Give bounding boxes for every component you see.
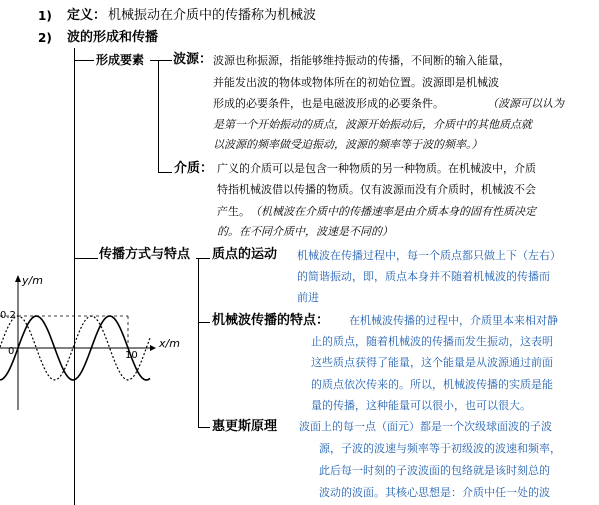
tree-propagation-line — [198, 258, 199, 428]
medium-note-start: （机械波在介质中的传播速率是由介质本身的固有性质决定 — [250, 205, 536, 218]
features-line-5: 量的传播，这种能量可以很小，也可以很大。 — [311, 399, 531, 412]
source-note-start: （波源可以认为 — [487, 97, 564, 110]
y-axis-arrow — [15, 275, 21, 282]
origin-label: 0 — [8, 346, 15, 357]
source-label: 波源： — [173, 52, 213, 67]
item2-number: 2) — [38, 31, 52, 45]
source-line-1: 波源也称振源，指能够维持振动的传播，不间断的输入能量， — [213, 54, 510, 67]
particle-line-2: 的简谐振动，即，质点本身并不随着机械波的传播而 — [297, 270, 550, 283]
tree-branch-formation — [74, 60, 94, 61]
particle-line-3: 前进 — [297, 291, 319, 304]
medium-label: 介质： — [174, 161, 214, 176]
tree-branch-propagation — [74, 258, 98, 259]
huygens-line-2: 源，子波的波速与频率等于初级波的波速和频率， — [319, 442, 561, 455]
tree-branch-huygens — [198, 427, 210, 428]
particle-motion-label: 质点的运动 — [212, 247, 278, 262]
huygens-line-4: 波动的波面。其核心思想是：介质中任一处的波 — [319, 486, 550, 499]
item1-number: 1) — [38, 9, 52, 23]
medium-note-1: 的。在不同介质中，波速是不同的） — [217, 225, 393, 238]
tree-branch-features — [198, 322, 210, 323]
y-axis-label: y/m — [22, 274, 43, 287]
y-tick-label: 0.2 — [0, 310, 16, 321]
features-line-3: 这些质点获得了能量，这个能量是从波源通过前面 — [311, 356, 553, 369]
tree-branch-medium — [158, 172, 172, 173]
medium-line-2: 特指机械波借以传播的物质。仅有波源而没有介质时，机械波不会 — [217, 183, 536, 196]
features-line-2: 止的质点，随着机械波的传播而发生振动，这表明 — [311, 335, 553, 348]
source-note-2: 以波源的频率做受迫振动，波源的频率等于波的频率。） — [213, 138, 483, 151]
huygens-line-1: 波面上的每一点（面元）都是一个次级球面波的子波 — [299, 420, 552, 433]
features-line-1: 在机械波传播的过程中，介质里本来相对静 — [349, 314, 558, 327]
item2-label: 波的形成和传播 — [67, 30, 159, 45]
tree-formation-line — [158, 60, 159, 173]
item1-label: 定义： — [67, 8, 107, 23]
source-line-2: 并能发出波的物体或物体所在的初始位置。波源即是机械波 — [213, 76, 499, 89]
huygens-label: 惠更斯原理 — [212, 419, 278, 434]
features-line-4: 的质点依次传来的。所以，机械波传播的实质是能 — [311, 378, 553, 391]
medium-line-1: 广义的介质可以是包含一种物质的另一种物质。在机械波中，介质 — [217, 162, 536, 175]
propagation-label: 传播方式与特点 — [99, 247, 191, 262]
particle-line-1: 机械波在传播过程中，每一个质点都只做上下（左右） — [297, 249, 561, 262]
x-axis-arrow — [150, 345, 156, 351]
formation-label: 形成要素 — [96, 53, 145, 67]
item1-text: 机械振动在介质中的传播称为机械波 — [108, 8, 317, 23]
features-label: 机械波传播的特点： — [212, 313, 330, 328]
x-axis-label: x/m — [159, 337, 180, 350]
huygens-line-3: 此后每一时刻的子波波面的包络就是该时刻总的 — [319, 464, 550, 477]
source-line-3: 形成的必要条件，也是电磁波形成的必要条件。 — [213, 97, 444, 110]
source-note-1: 是第一个开始振动的质点，波源开始振动后，介质中的其他质点就 — [213, 118, 532, 131]
medium-line-3: 产生。 — [217, 205, 250, 218]
x-tick-label: 10 — [125, 350, 138, 361]
tree-branch-source — [150, 60, 172, 61]
